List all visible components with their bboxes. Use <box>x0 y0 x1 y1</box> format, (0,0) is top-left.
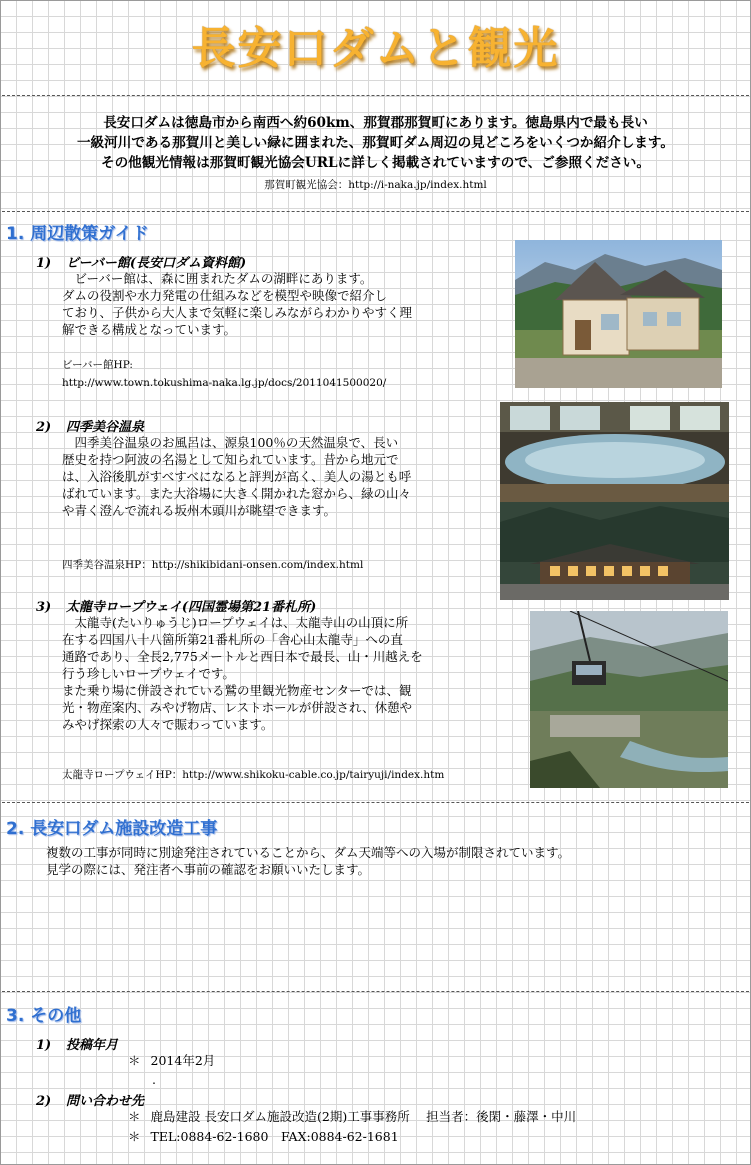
text-line: 歴史を持つ阿波の名湯として知られています。昔から地元で <box>62 452 399 467</box>
text-line: また乗り場に併設されている鷲の里観光物産センターでは、観 <box>62 683 412 698</box>
intro-line-2: 一級河川である那賀川と美しい緑に囲まれた、那賀町ダム周辺の見どころをいくつか紹介します。 <box>76 135 675 151</box>
item-title-posted <box>36 1034 118 1053</box>
divider <box>2 991 749 992</box>
contact-row-1 <box>128 1108 576 1125</box>
text-line: ばれています。また大浴場に大きく開かれた窓から、緑の山々 <box>62 486 412 501</box>
contact-office: 鹿島建設 長安口ダム施設改造(2期)工事事務所 担当者：後閑・藤澤・中川 <box>150 1109 577 1124</box>
page-title: 長安口ダムと観光 <box>191 23 560 74</box>
item-title-beaver <box>36 252 246 271</box>
bullet-mark: ＊ <box>128 1129 141 1144</box>
section-title-2: 2. 長安口ダム施設改造工事 <box>6 819 218 839</box>
onsen-hp-link[interactable]: 四季美谷温泉HP：http://shikibidani-onsen.com/index.html <box>62 559 364 571</box>
text-line: 解できる構成となっています。 <box>62 322 237 337</box>
text-line: 光・物産案内、みやげ物店、レストホールが併設され、休憩や <box>62 700 413 715</box>
text-line: 在する四国八十八箇所第21番札所の「舎心山太龍寺」への直 <box>62 632 403 647</box>
text-line: 見学の際には、発注者へ事前の確認をお願いいたします。 <box>46 862 371 877</box>
item-title-text: ビーバー館(長安口ダム資料館) <box>66 256 247 271</box>
section-title-1: 1. 周辺散策ガイド <box>6 224 149 244</box>
ropeway-hp-link[interactable]: 太龍寺ロープウェイHP：http://www.shikoku-cable.co.jp/tairyuji/index.htm <box>62 769 445 781</box>
posted-date: 2014年2月 <box>150 1053 216 1068</box>
onsen-description <box>62 434 492 519</box>
divider <box>2 802 749 803</box>
ropeway-description <box>62 614 492 733</box>
text-line: 四季美谷温泉のお風呂は、源泉100％の天然温泉で、長い <box>62 435 399 450</box>
onsen-bath-photo <box>500 402 729 502</box>
ropeway-photo <box>530 611 728 788</box>
text-line: 太龍寺(たいりゅうじ)ロープウェイは、太龍寺山の山頂に所 <box>62 615 409 630</box>
item-number: 2) <box>36 420 52 435</box>
intro-line-3: その他観光情報は那賀町観光協会URLに詳しく掲載されていますので、ご参照ください。 <box>101 155 650 171</box>
assoc-link[interactable]: 那賀町観光協会：http://i-naka.jp/index.html <box>264 179 487 191</box>
item-number: 1) <box>36 1038 52 1053</box>
item-number: 3) <box>36 600 52 615</box>
text-line: 複数の工事が同時に別途発注されていることから、ダム天端等への入場が制限されています。 <box>46 845 571 860</box>
item-title-contact <box>36 1090 144 1109</box>
beaver-hp-link[interactable]: http://www.town.tokushima-naka.lg.jp/docs/2011041500020/ <box>62 377 387 389</box>
item-title-onsen <box>36 416 144 435</box>
beaver-description <box>62 270 482 338</box>
construction-notice <box>46 844 736 878</box>
text-line: は、入浴後肌がすべすべになると評判が高く、美人の湯とも呼 <box>62 469 412 484</box>
text-line: や青く澄んで流れる坂州木頭川が眺望できます。 <box>62 503 337 518</box>
text-line: みやげ探索の人々で賑わっています。 <box>62 717 274 732</box>
text-line: 通路であり、全長2,775メートルと西日本で最長、山・川越えを <box>62 649 423 664</box>
text-line: ビーバー館は、森に囲まれたダムの湖畔にあります。 <box>62 271 373 286</box>
contact-row-2 <box>128 1128 399 1145</box>
text-line: ており、子供から大人まで気軽に楽しみながらわかりやすく理 <box>62 305 413 320</box>
item-number: 1) <box>36 256 52 271</box>
trailing-dot: . <box>152 1072 156 1087</box>
contact-phone-fax: TEL:0884-62-1680 FAX:0884-62-1681 <box>150 1129 399 1144</box>
item-number: 2) <box>36 1094 52 1109</box>
item-title-ropeway <box>36 596 316 615</box>
beaver-museum-photo <box>515 240 722 388</box>
bullet-mark: ＊ <box>128 1053 141 1068</box>
divider <box>2 211 749 212</box>
item-title-text: 四季美谷温泉 <box>66 420 145 435</box>
beaver-hp-label: ビーバー館HP: <box>62 359 133 371</box>
intro-line-1: 長安口ダムは徳島市から南西へ約60km、那賀郡那賀町にあります。徳島県内で最も長い <box>103 115 648 131</box>
onsen-building-photo <box>500 502 729 600</box>
item-title-text: 投稿年月 <box>66 1038 119 1053</box>
posted-row <box>128 1052 215 1069</box>
section-title-3: 3. その他 <box>6 1006 82 1026</box>
bullet-mark: ＊ <box>128 1109 141 1124</box>
text-line: 行う珍しいロープウェイです。 <box>62 666 235 681</box>
item-title-text: 問い合わせ先 <box>66 1094 145 1109</box>
item-title-text: 太龍寺ロープウェイ(四国霊場第21番札所) <box>66 600 317 615</box>
text-line: ダムの役割や水力発電の仕組みなどを模型や映像で紹介し <box>62 288 388 303</box>
divider <box>2 95 749 96</box>
